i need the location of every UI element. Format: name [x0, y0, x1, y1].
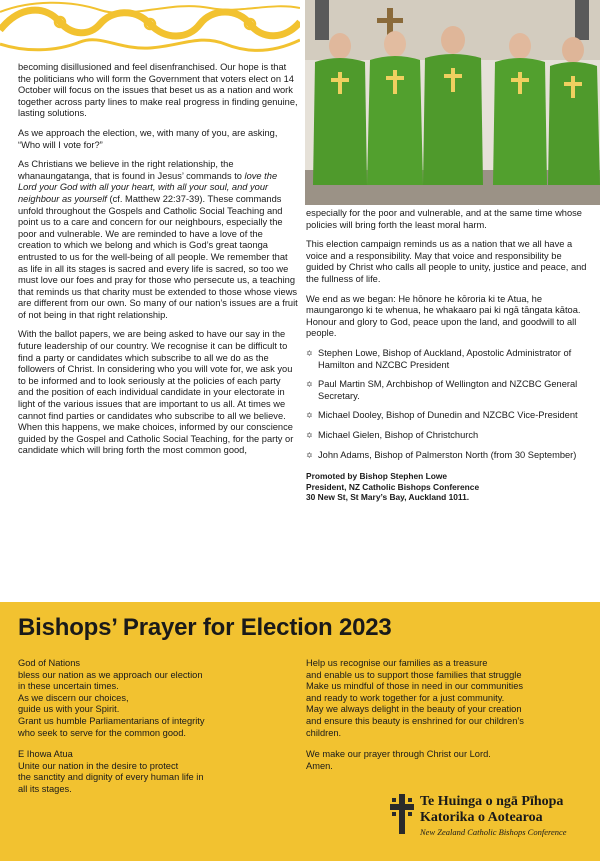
prayer-line: bless our nation as we approach our election — [18, 669, 203, 680]
signatory-text: Paul Martin SM, Archbishop of Wellington and NZCBC General Secretary. — [318, 379, 578, 401]
prayer-stanza — [306, 658, 591, 739]
signatory-text: Michael Gielen, Bishop of Christchurch — [318, 429, 479, 440]
paragraph: We end as we began: He hōnore he kōroria ki te Atua, he maungarongo ki te whenua, he whakaaro pai ki ngā tāngata kātoa. Honour and glory to God, peace upon the land, and goodwill to all people. — [306, 293, 581, 339]
paragraph: becoming disillusioned and feel disenfranchised. Our hope is that the politicians who will form the Government that voters elect on 14 October will focus on the issues that beset us as a nation and work together across party lines to make real progress in finding genuine, lasting solutions. — [18, 62, 298, 119]
prayer-line: and enable us to support those families that struggle — [306, 669, 522, 680]
prayer-line: guide us with your Spirit. — [18, 704, 120, 715]
scripture-quote: love the Lord your God with all your heart, with all your soul, and your neighbour as yourself — [18, 170, 278, 204]
prayer-line: Help us recognise our families as a treasure — [306, 658, 488, 668]
text-span: (cf. Matthew 22:37-39). These commands unfold throughout the Gospels and Catholic Social Teaching and point us to a care and concern for our neighbours, especially the poor and vulnerable. We are reminded to have a love of the creation to which we belong and which is God’s great taonga entrusted to us for the well-being of all people. We remember that as life in all its stages is sacred and every life is sacred, so too we must love our foes and pray for those who persecute us, a teaching that reminds us that charity must be extended to those whose views are different from our own. So many of our nation’s issues are a fruit of not being in that right relationship. — [18, 193, 298, 320]
prayer-line: and ensure this beauty is enshrined for our children’s — [306, 715, 524, 726]
signatory-text: Stephen Lowe, Bishop of Auckland, Apostolic Administrator of Hamilton and NZCBC President — [318, 347, 572, 370]
prayer-line: Grant us humble Parliamentarians of integrity — [18, 715, 205, 726]
signatory-item — [306, 430, 592, 442]
prayer-line: Unite our nation in the desire to protect — [18, 760, 179, 771]
promoted-line: 30 New St, St Mary’s Bay, Auckland 1011. — [306, 491, 470, 502]
cross-bullet-icon: ✡ — [306, 411, 313, 421]
prayer-stanza — [306, 749, 591, 772]
nzcbc-logo — [390, 794, 595, 854]
koru-pattern-decoration — [0, 0, 300, 58]
logo-text — [420, 794, 567, 838]
cross-bullet-icon: ✡ — [306, 430, 313, 440]
prayer-line: E Ihowa Atua — [18, 749, 73, 760]
cross-bullet-icon: ✡ — [306, 380, 313, 390]
prayer-line: who seek to serve for the common good. — [18, 727, 186, 738]
logo-line-maori: Te Huinga o ngā Pīhopa — [420, 794, 564, 809]
prayer-line: God of Nations — [18, 658, 81, 668]
paragraph: especially for the poor and vulnerable, and at the same time whose policies will bring forth the least moral harm. — [306, 208, 582, 230]
cross-bullet-icon: ✡ — [306, 348, 313, 358]
prayer-line: in these uncertain times. — [18, 681, 119, 692]
prayer-line: Make us mindful of those in need in our communities — [306, 681, 524, 692]
text-span: As Christians we believe in the right relationship, the whanaungatanga, that is found in Jesus’ commands to — [18, 159, 245, 181]
left-column — [18, 62, 298, 465]
signatory-item — [306, 379, 592, 402]
promoted-line: President, NZ Catholic Bishops Conference — [306, 481, 480, 492]
paragraph: As we approach the election, we, with many of you, are asking, “Who will I vote for?” — [18, 127, 278, 150]
prayer-stanza — [18, 749, 288, 795]
paragraph-commands — [18, 159, 298, 321]
prayer-line: all its stages. — [18, 783, 72, 794]
prayer-stanza — [18, 658, 288, 739]
signatory-text: John Adams, Bishop of Palmerston North (from 30 September) — [318, 449, 577, 460]
prayer-right-column — [306, 658, 591, 782]
prayer-left-column — [18, 658, 288, 806]
promoted-by-notice — [306, 471, 592, 502]
prayer-line: We make our prayer through Christ our Lord. — [306, 749, 491, 760]
signatory-item — [306, 348, 592, 371]
prayer-title: Bishops’ Prayer for Election 2023 — [18, 614, 392, 641]
prayer-line: May we always delight in the beauty of your creation — [306, 704, 522, 715]
paragraph: With the ballot papers, we are being asked to have our say in the future leadership of our country. We recognise it can be difficult to find a party or candidates which subscribe to all we do as the followers of Christ. In considering who you will vote for, we ask you to be informed and to look seriously at the policies of each party and the position of each individual candidate in your electorate in light of the various issues that are important to us all. At times we cannot find parties or candidates who subscribe to all we believe. When this happens, we make choices, informed by our conscience guided by the Gospel and Catholic Social Teaching, for the party or candidate which will bring forth the most common good, — [18, 329, 294, 456]
signatory-item — [306, 410, 592, 422]
cross-logo-icon — [390, 794, 414, 834]
logo-line-maori-2: Katorika o Aotearoa — [420, 810, 543, 825]
signatories-list — [306, 348, 592, 461]
bishops-group-photo — [305, 0, 600, 205]
cross-bullet-icon: ✡ — [306, 450, 313, 460]
right-column — [306, 208, 592, 502]
promoted-line: Promoted by Bishop Stephen Lowe — [306, 471, 447, 482]
paragraph: This election campaign reminds us as a nation that we all have a voice and a responsibility. May that voice and responsibility be guided by Christ who calls all people to unity, justice and peace, and the fullness of life. — [306, 239, 587, 284]
prayer-line: Amen. — [306, 760, 333, 771]
prayer-line: children. — [306, 727, 342, 738]
prayer-line: the sanctity and dignity of every human life in — [18, 772, 204, 783]
signatory-text: Michael Dooley, Bishop of Dunedin and NZCBC Vice-President — [318, 410, 578, 421]
prayer-line: and ready to work together for a just community. — [306, 692, 505, 703]
prayer-line: As we discern our choices, — [18, 692, 129, 703]
signatory-item — [306, 450, 592, 462]
logo-line-english: New Zealand Catholic Bishops Conference — [420, 827, 567, 837]
